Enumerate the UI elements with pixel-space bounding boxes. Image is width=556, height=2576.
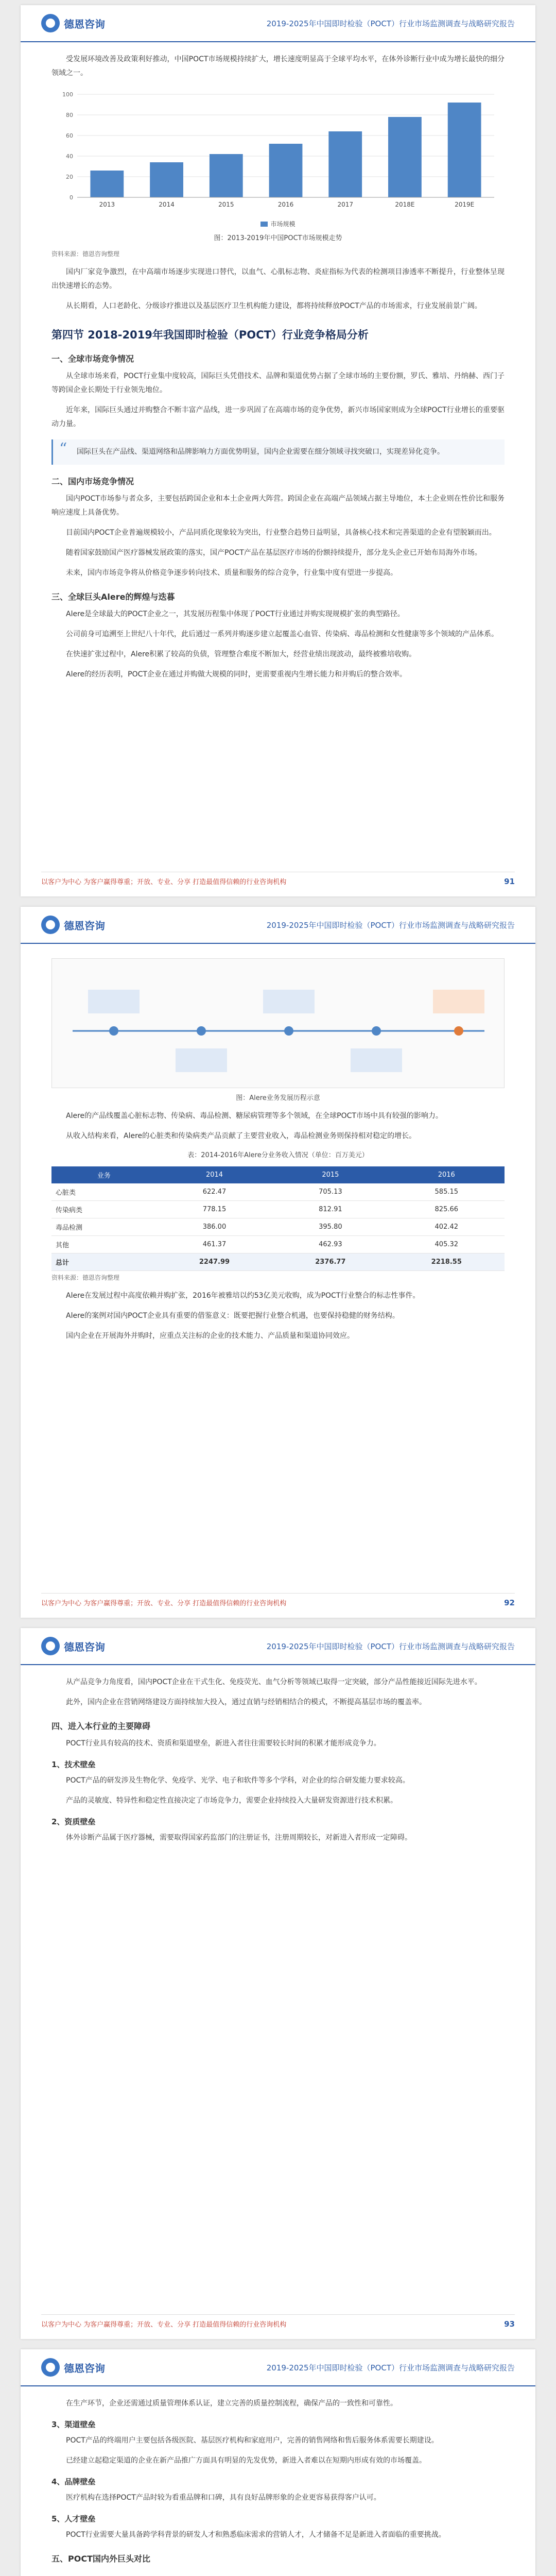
paragraph: 在快速扩张过程中，Alere积累了较高的负债，管理整合难度不断加大，经营业绩出现波动，最终被雅培收购。 bbox=[66, 650, 416, 658]
bar bbox=[150, 162, 183, 197]
y-tick-label: 100 bbox=[62, 91, 73, 98]
subsection-title: 三、全球巨头Alere的辉煌与迭暮 bbox=[51, 592, 175, 602]
x-tick-label: 2013 bbox=[99, 201, 115, 208]
paragraph: 公司前身可追溯至上世纪八十年代，此后通过一系列并购逐步建立起覆盖心血管、传染病、毒品检测和女性健康等多个领域的产品体系。 bbox=[66, 630, 498, 638]
table-cell: 总计 bbox=[51, 1253, 157, 1271]
logo-icon bbox=[41, 2358, 60, 2377]
paragraph: Alere的经历表明，POCT企业在通过并购做大规模的同时，更需要重视内生增长能力和并购后的整合效率。 bbox=[66, 670, 407, 679]
bar bbox=[388, 117, 422, 197]
table-cell: 2247.99 bbox=[157, 1253, 272, 1271]
market-size-chart bbox=[51, 87, 505, 228]
table-header: 2015 bbox=[272, 1166, 388, 1183]
table-title: 表：2014-2016年Alere分业务收入情况（单位：百万美元） bbox=[187, 1151, 369, 1159]
page-footer bbox=[41, 2314, 515, 2329]
paragraph: POCT行业具有较高的技术、资质和渠道壁垒，新进入者往往需要较长时间的积累才能形成竞争力。 bbox=[66, 1739, 381, 1748]
footer-slogan: 以客户为中心 为客户赢得尊重；开放、专业、分享 打造最值得信赖的行业咨询机构 bbox=[41, 1600, 287, 1607]
header-title: 2019-2025年中国即时检验（POCT）行业市场监测调查与战略研究报告 bbox=[266, 1641, 515, 1651]
y-tick-label: 60 bbox=[66, 132, 73, 139]
table-cell: 2218.55 bbox=[389, 1253, 505, 1271]
header-title: 2019-2025年中国即时检验（POCT）行业市场监测调查与战略研究报告 bbox=[266, 19, 515, 28]
chart-source: 资料来源：德恩咨询整理 bbox=[51, 250, 120, 258]
quote-icon: “ bbox=[59, 440, 67, 458]
x-tick-label: 2015 bbox=[218, 201, 234, 208]
table-cell: 其他 bbox=[51, 1236, 157, 1253]
figure-caption: 图：Alere业务发展历程示意 bbox=[236, 1094, 320, 1102]
paragraph: 从收入结构来看，Alere的心脏类和传染病类产品贡献了主要营业收入，毒品检测业务则保持相对稳定的增长。 bbox=[66, 1132, 416, 1140]
table-row bbox=[51, 1201, 505, 1218]
table-row bbox=[51, 1218, 505, 1236]
paragraph: 从全球市场来看，POCT行业集中度较高，国际巨头凭借技术、品牌和渠道优势占据了全球市场的主要份额，罗氏、雅培、丹纳赫、西门子等跨国企业长期处于行业领先地位。 bbox=[51, 372, 505, 394]
revenue-table bbox=[51, 1166, 505, 1271]
table-row bbox=[51, 1236, 505, 1253]
paragraph: 国内企业在开展海外并购时，应重点关注标的企业的技术能力、产品质量和渠道协同效应。 bbox=[66, 1332, 354, 1340]
table-total-row bbox=[51, 1253, 505, 1271]
table-header-row bbox=[51, 1166, 505, 1183]
paragraph: Alere是全球最大的POCT企业之一，其发展历程集中体现了POCT行业通过并购实现规模扩张的典型路径。 bbox=[66, 610, 405, 618]
paragraph: 已经建立起稳定渠道的企业在新产品推广方面具有明显的先发优势，新进入者难以在短期内形成有效的市场覆盖。 bbox=[66, 2456, 426, 2465]
page-number: 93 bbox=[504, 2319, 515, 2329]
table-cell: 461.37 bbox=[157, 1236, 272, 1253]
paragraph: 产品的灵敏度、特异性和稳定性直接决定了市场竞争力，需要企业持续投入大量研发资源进行技术积累。 bbox=[66, 1797, 397, 1805]
bar bbox=[269, 144, 303, 197]
table-cell: 812.91 bbox=[272, 1201, 388, 1218]
item-heading: 3、渠道壁垒 bbox=[51, 2420, 96, 2429]
x-tick-label: 2019E bbox=[455, 201, 475, 208]
paragraph: Alere的案例对国内POCT企业具有重要的借鉴意义：既要把握行业整合机遇，也要保持稳健的财务结构。 bbox=[66, 1312, 399, 1320]
table-cell: 心脏类 bbox=[51, 1183, 157, 1201]
paragraph: POCT产品的终端用户主要包括各级医院、基层医疗机构和家庭用户，完善的销售网络和售后服务体系需要长期建设。 bbox=[66, 2436, 439, 2445]
bar bbox=[90, 171, 124, 197]
table-row bbox=[51, 1183, 505, 1201]
table-cell: 402.42 bbox=[389, 1218, 505, 1236]
paragraph: POCT产品的研发涉及生物化学、免疫学、光学、电子和软件等多个学科，对企业的综合研发能力要求较高。 bbox=[66, 1776, 410, 1785]
item-heading: 5、人才壁垒 bbox=[51, 2514, 96, 2523]
footer-slogan: 以客户为中心 为客户赢得尊重；开放、专业、分享 打造最值得信赖的行业咨询机构 bbox=[41, 2321, 287, 2329]
y-tick-label: 0 bbox=[70, 194, 73, 201]
page-number: 92 bbox=[504, 1598, 515, 1607]
legend-label: 市场规模 bbox=[270, 221, 296, 228]
report-page-3 bbox=[21, 1628, 535, 2339]
paragraph: 在生产环节，企业还需通过质量管理体系认证，建立完善的质量控制流程，确保产品的一致性和可靠性。 bbox=[66, 2399, 397, 2408]
subsection-title: 二、国内市场竞争情况 bbox=[51, 477, 134, 486]
timeline-figure bbox=[51, 958, 505, 1088]
paragraph: Alere的产品线覆盖心脏标志物、传染病、毒品检测、糖尿病管理等多个领域，在全球POCT市场中具有较强的影响力。 bbox=[66, 1112, 443, 1120]
bar bbox=[328, 131, 362, 197]
page-footer bbox=[41, 1593, 515, 1607]
logo-text: 德恩咨询 bbox=[64, 2362, 105, 2375]
subsection-title: 四、进入本行业的主要障碍 bbox=[51, 1721, 151, 1731]
table-cell: 传染病类 bbox=[51, 1201, 157, 1218]
table-cell: 2376.77 bbox=[272, 1253, 388, 1271]
page-footer bbox=[41, 872, 515, 886]
y-tick-label: 40 bbox=[66, 153, 73, 160]
page-header bbox=[21, 907, 535, 944]
paragraph: 国内POCT市场参与者众多，主要包括跨国企业和本土企业两大阵营。跨国企业在高端产品领域占据主导地位，本土企业则在性价比和服务响应速度上具备优势。 bbox=[51, 495, 505, 517]
table-cell: 462.93 bbox=[272, 1236, 388, 1253]
report-page-1 bbox=[21, 5, 535, 896]
paragraph: POCT行业需要大量具备跨学科背景的研发人才和熟悉临床需求的营销人才，人才储备不足是新进入者面临的重要挑战。 bbox=[66, 2531, 446, 2539]
table-header: 2014 bbox=[157, 1166, 272, 1183]
table-header: 业务 bbox=[51, 1166, 157, 1183]
paragraph: 国内厂家竞争激烈，在中高端市场逐步实现进口替代，以血气、心肌标志物、炎症指标为代表的检测项目渗透率不断提升，行业整体呈现出快速增长的态势。 bbox=[51, 268, 505, 290]
paragraph: 从产品竞争力角度看，国内POCT企业在干式生化、免疫荧光、血气分析等领域已取得一定突破，部分产品性能接近国际先进水平。 bbox=[66, 1678, 482, 1686]
logo bbox=[41, 14, 105, 32]
page-number: 91 bbox=[504, 876, 515, 886]
x-tick-label: 2016 bbox=[277, 201, 294, 208]
item-heading: 4、品牌壁垒 bbox=[51, 2477, 96, 2486]
logo bbox=[41, 1637, 105, 1655]
page-header bbox=[21, 2349, 535, 2386]
item-heading: 2、资质壁垒 bbox=[51, 1817, 96, 1826]
table-cell: 386.00 bbox=[157, 1218, 272, 1236]
paragraph: 体外诊断产品属于医疗器械，需要取得国家药监部门的注册证书，注册周期较长，对新进入者形成一定障碍。 bbox=[66, 1834, 412, 1842]
table-cell: 585.15 bbox=[389, 1183, 505, 1201]
logo-text: 德恩咨询 bbox=[64, 18, 105, 30]
paragraph: 随着国家鼓励国产医疗器械发展政策的落实，国产POCT产品在基层医疗市场的份额持续提升，部分龙头企业已开始布局海外市场。 bbox=[66, 549, 482, 557]
paragraph: 目前国内POCT企业普遍规模较小，产品同质化现象较为突出，行业整合趋势日益明显，具备核心技术和完善渠道的企业有望脱颖而出。 bbox=[66, 529, 496, 537]
table-cell: 705.13 bbox=[272, 1183, 388, 1201]
logo-icon bbox=[41, 916, 60, 934]
logo-icon bbox=[41, 14, 60, 32]
paragraph: 未来，国内市场竞争将从价格竞争逐步转向技术、质量和服务的综合竞争，行业集中度有望进一步提高。 bbox=[66, 569, 397, 577]
logo bbox=[41, 2358, 105, 2377]
bar bbox=[210, 154, 243, 197]
item-heading: 1、技术壁垒 bbox=[51, 1760, 96, 1769]
table-cell: 622.47 bbox=[157, 1183, 272, 1201]
y-tick-label: 20 bbox=[66, 174, 73, 180]
paragraph: 医疗机构在选择POCT产品时较为看重品牌和口碑，具有良好品牌形象的企业更容易获得客户认可。 bbox=[66, 2494, 381, 2502]
timeline-graphic bbox=[52, 959, 504, 1088]
table-cell: 778.15 bbox=[157, 1201, 272, 1218]
legend-swatch bbox=[260, 222, 268, 227]
logo-text: 德恩咨询 bbox=[64, 919, 105, 932]
table-cell: 405.32 bbox=[389, 1236, 505, 1253]
chart-legend bbox=[51, 219, 505, 228]
paragraph: 从长期看，人口老龄化、分级诊疗推进以及基层医疗卫生机构能力建设，都将持续释放POCT产品的市场需求，行业发展前景广阔。 bbox=[66, 302, 482, 310]
header-title: 2019-2025年中国即时检验（POCT）行业市场监测调查与战略研究报告 bbox=[266, 920, 515, 930]
table-cell: 825.66 bbox=[389, 1201, 505, 1218]
y-tick-label: 80 bbox=[66, 112, 73, 118]
paragraph: Alere在发展过程中高度依赖并购扩张，2016年被雅培以约53亿美元收购，成为POCT行业整合的标志性事件。 bbox=[66, 1292, 420, 1300]
table-source: 资料来源：德恩咨询整理 bbox=[51, 1274, 120, 1281]
x-tick-label: 2017 bbox=[337, 201, 353, 208]
logo-text: 德恩咨询 bbox=[64, 1640, 105, 1653]
table-header: 2016 bbox=[389, 1166, 505, 1183]
chart-caption: 图：2013-2019年中国POCT市场规模走势 bbox=[214, 234, 342, 242]
header-title: 2019-2025年中国即时检验（POCT）行业市场监测调查与战略研究报告 bbox=[266, 2363, 515, 2372]
report-page-4 bbox=[21, 2349, 535, 2576]
subsection-title: 五、POCT国内外巨头对比 bbox=[51, 2554, 150, 2564]
table-cell: 395.80 bbox=[272, 1218, 388, 1236]
page-header bbox=[21, 5, 535, 42]
quote-box bbox=[51, 439, 505, 465]
x-tick-label: 2014 bbox=[159, 201, 175, 208]
page-header bbox=[21, 1628, 535, 1665]
paragraph: 受发展环境改善及政策利好推动，中国POCT市场规模持续扩大，增长速度明显高于全球平均水平，在体外诊断行业中成为增长最快的细分领域之一。 bbox=[51, 55, 505, 77]
logo-icon bbox=[41, 1637, 60, 1655]
paragraph: 近年来，国际巨头通过并购整合不断丰富产品线，进一步巩固了在高端市场的竞争优势，新兴市场国家则成为全球POCT行业增长的重要驱动力量。 bbox=[51, 406, 505, 428]
paragraph: 此外，国内企业在营销网络建设方面持续加大投入，通过直销与经销相结合的模式，不断提高基层市场的覆盖率。 bbox=[66, 1698, 426, 1706]
table-cell: 毒品检测 bbox=[51, 1218, 157, 1236]
quote-text: 国际巨头在产品线、渠道网络和品牌影响力方面优势明显，国内企业需要在细分领域寻找突破口，实现差异化竞争。 bbox=[77, 448, 444, 456]
report-page-2 bbox=[21, 907, 535, 1618]
section-title: 第四节 2018-2019年我国即时检验（POCT）行业竞争格局分析 bbox=[51, 329, 369, 341]
footer-slogan: 以客户为中心 为客户赢得尊重；开放、专业、分享 打造最值得信赖的行业咨询机构 bbox=[41, 878, 287, 886]
x-tick-label: 2018E bbox=[395, 201, 415, 208]
bar bbox=[448, 103, 481, 197]
subsection-title: 一、全球市场竞争情况 bbox=[51, 354, 134, 364]
bar-chart bbox=[51, 87, 505, 215]
logo bbox=[41, 916, 105, 934]
